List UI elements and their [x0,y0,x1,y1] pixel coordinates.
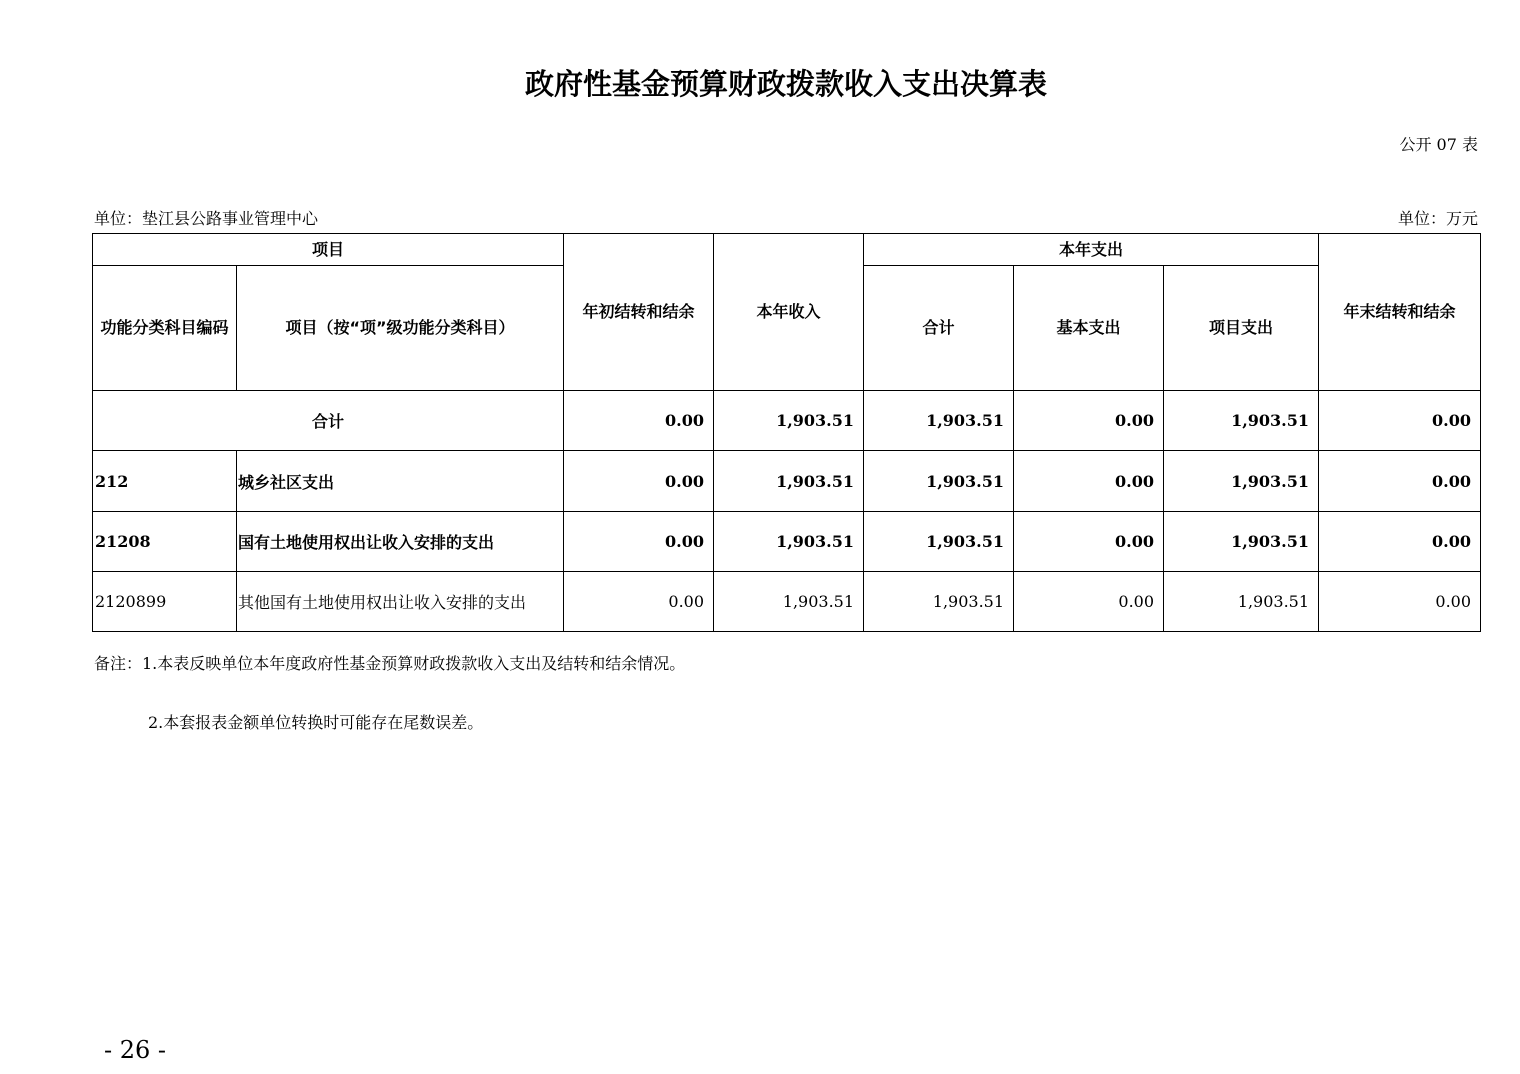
row-end-balance: 0.00 [1319,512,1481,572]
row-income: 1,903.51 [714,512,864,572]
row-begin-balance: 0.00 [564,451,714,512]
table-row [93,512,1481,572]
row-expense-total: 1,903.51 [864,572,1014,632]
row-end-balance: 0.00 [1319,451,1481,512]
total-expense-project: 1,903.51 [1164,391,1319,451]
row-income: 1,903.51 [714,451,864,512]
total-begin-balance: 0.00 [564,391,714,451]
total-label: 合计 [93,391,564,451]
row-expense-basic: 0.00 [1014,572,1164,632]
header-expense-basic: 基本支出 [1014,266,1164,391]
header-begin-balance: 年初结转和结余 [564,234,714,391]
row-expense-project: 1,903.51 [1164,572,1319,632]
header-project-group: 项目 [93,234,564,266]
form-number: 公开 07 表 [1399,135,1478,154]
unit-organization: 单位：垫江县公路事业管理中心 [94,209,319,228]
header-code: 功能分类科目编码 [93,266,237,391]
row-code: 212 [93,451,237,512]
budget-table [92,233,1481,632]
row-expense-basic: 0.00 [1014,451,1164,512]
total-end-balance: 0.00 [1319,391,1481,451]
header-end-balance: 年末结转和结余 [1319,234,1481,391]
header-expense-group: 本年支出 [864,234,1319,266]
row-name: 其他国有土地使用权出让收入安排的支出 [237,572,564,632]
row-end-balance: 0.00 [1319,572,1481,632]
page-title: 政府性基金预算财政拨款收入支出决算表 [524,67,1047,101]
row-expense-basic: 0.00 [1014,512,1164,572]
header-name: 项目（按“项”级功能分类科目） [237,266,564,391]
row-expense-total: 1,903.51 [864,512,1014,572]
row-name: 城乡社区支出 [237,451,564,512]
header-expense-project: 项目支出 [1164,266,1319,391]
total-expense-total: 1,903.51 [864,391,1014,451]
table-row [93,572,1481,632]
row-income: 1,903.51 [714,572,864,632]
total-income: 1,903.51 [714,391,864,451]
row-begin-balance: 0.00 [564,512,714,572]
unit-currency: 单位：万元 [1397,209,1478,228]
row-expense-project: 1,903.51 [1164,512,1319,572]
total-expense-basic: 0.00 [1014,391,1164,451]
table-row-total [93,391,1481,451]
table-row [93,451,1481,512]
header-income: 本年收入 [714,234,864,391]
row-begin-balance: 0.00 [564,572,714,632]
row-code: 21208 [93,512,237,572]
row-code: 2120899 [93,572,237,632]
note-line-2: 2.本套报表金额单位转换时可能存在尾数误差。 [148,713,484,732]
note-line-1: 备注：1.本表反映单位本年度政府性基金预算财政拨款收入支出及结转和结余情况。 [94,654,686,673]
header-expense-total: 合计 [864,266,1014,391]
row-expense-total: 1,903.51 [864,451,1014,512]
row-expense-project: 1,903.51 [1164,451,1319,512]
row-name: 国有土地使用权出让收入安排的支出 [237,512,564,572]
page-number: - 26 - [104,1036,167,1064]
